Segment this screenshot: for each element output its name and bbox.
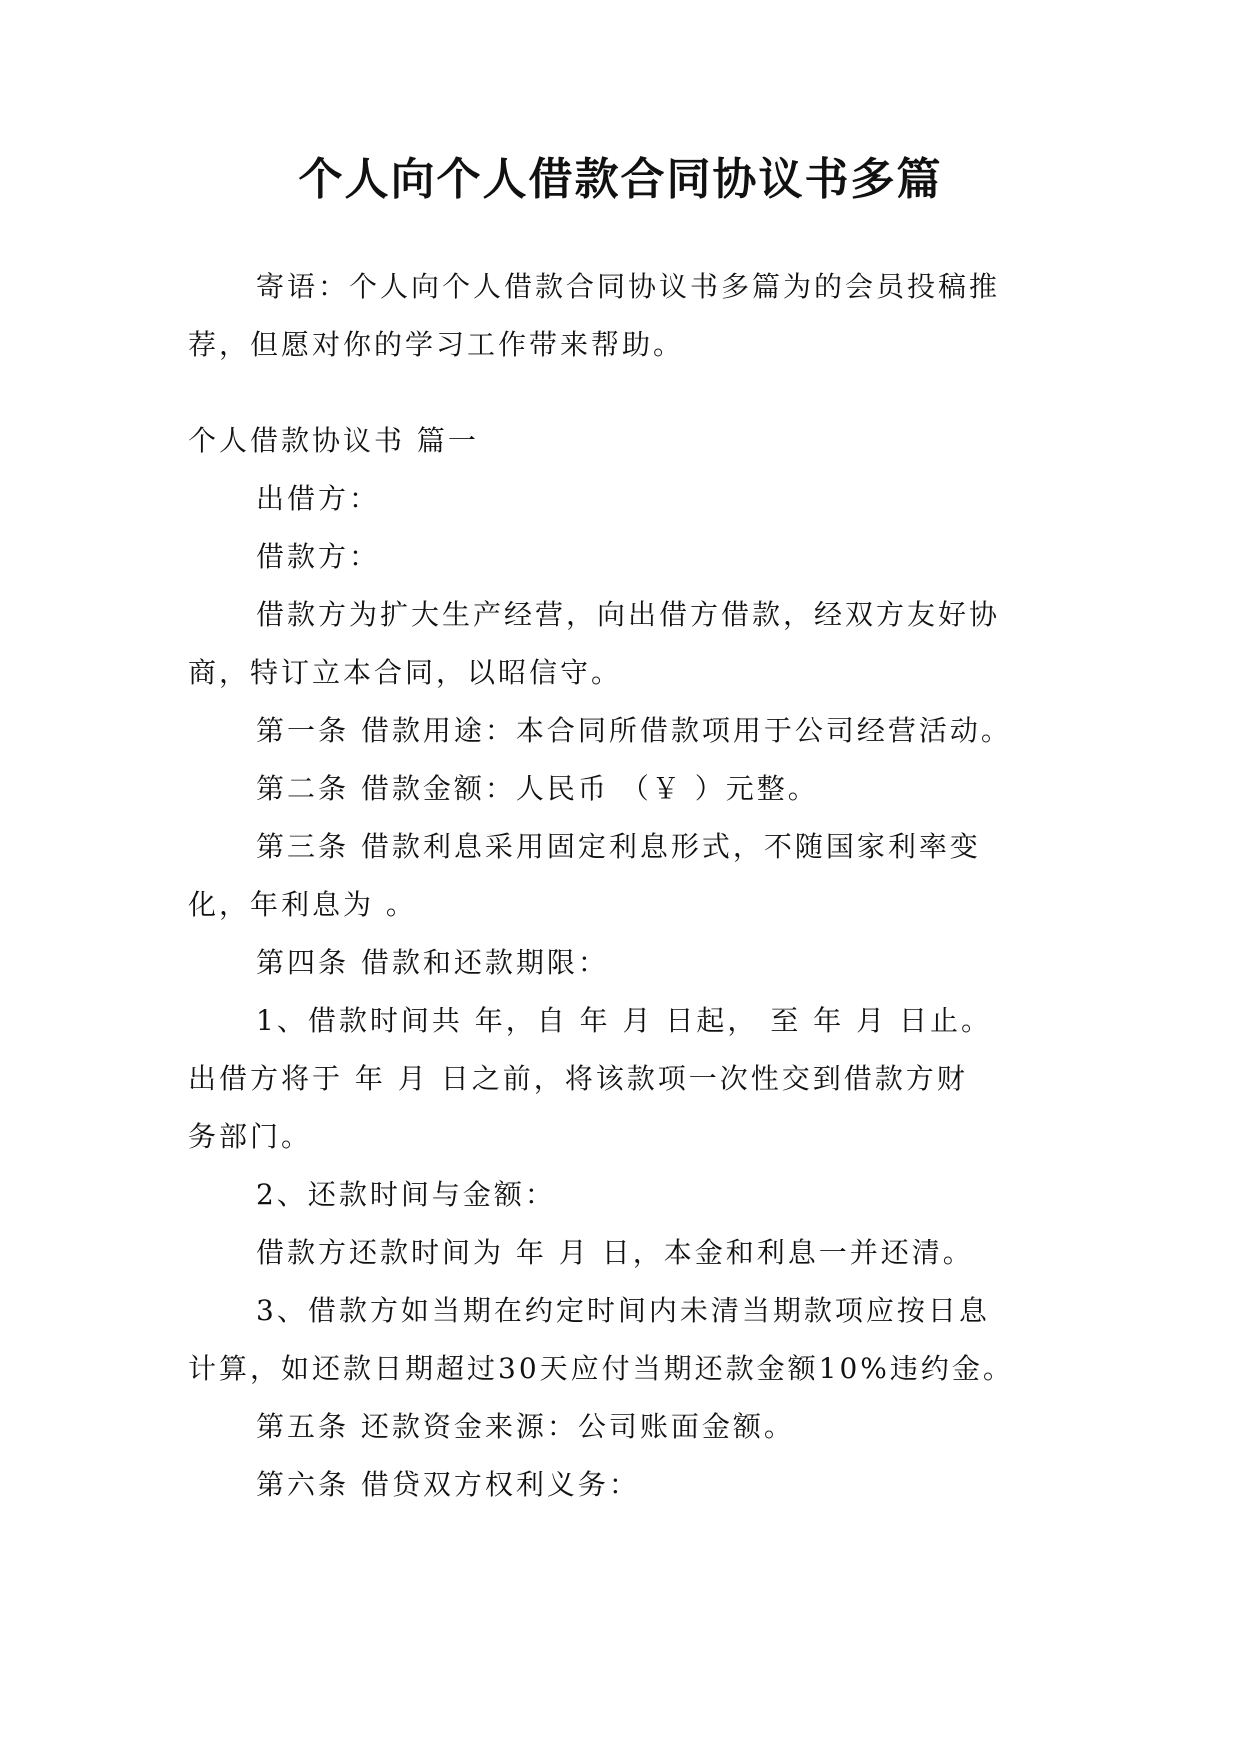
text-line: 务部门。 — [188, 1120, 313, 1153]
text-line: 出借方： — [256, 482, 381, 515]
text-line: 第四条 借款和还款期限： — [256, 946, 609, 979]
text-line: 第三条 借款利息采用固定利息形式，不随国家利率变 — [256, 830, 981, 863]
text-line: 计算，如还款日期超过30天应付当期还款金额10%违约金。 — [188, 1352, 1014, 1385]
agreement-section — [188, 412, 1058, 1514]
document-title: 个人向个人借款合同协议书多篇 — [298, 154, 943, 205]
section-heading: 个人借款协议书 篇一 — [188, 424, 479, 457]
text-line: 化，年利息为 。 — [188, 888, 417, 921]
text-line: 借款方： — [256, 540, 381, 573]
text-line: 第一条 借款用途：本合同所借款项用于公司经营活动。 — [256, 714, 1012, 747]
text-line: 2、还款时间与金额： — [256, 1178, 556, 1211]
text-line: 商，特订立本合同，以昭信守。 — [188, 656, 623, 689]
text-line: 借款方还款时间为 年 月 日，本金和利息一并还清。 — [256, 1236, 974, 1269]
text-line: 第六条 借贷双方权利义务： — [256, 1468, 640, 1501]
text-line: 3、借款方如当期在约定时间内未清当期款项应按日息 — [256, 1294, 990, 1327]
text-line: 荐，但愿对你的学习工作带来帮助。 — [188, 328, 685, 361]
text-line: 出借方将于 年 月 日之前，将该款项一次性交到借款方财 — [188, 1062, 968, 1095]
text-line: 借款方为扩大生产经营，向出借方借款，经双方友好协 — [256, 598, 1001, 631]
preface-paragraph — [188, 258, 1058, 374]
text-line: 1、借款时间共 年，自 年 月 日起， 至 年 月 日止。 — [256, 1004, 993, 1037]
text-line: 第二条 借款金额：人民币 （￥ ）元整。 — [256, 772, 819, 805]
text-line: 寄语：个人向个人借款合同协议书多篇为的会员投稿推 — [256, 270, 1001, 303]
text-line: 第五条 还款资金来源：公司账面金额。 — [256, 1410, 795, 1443]
